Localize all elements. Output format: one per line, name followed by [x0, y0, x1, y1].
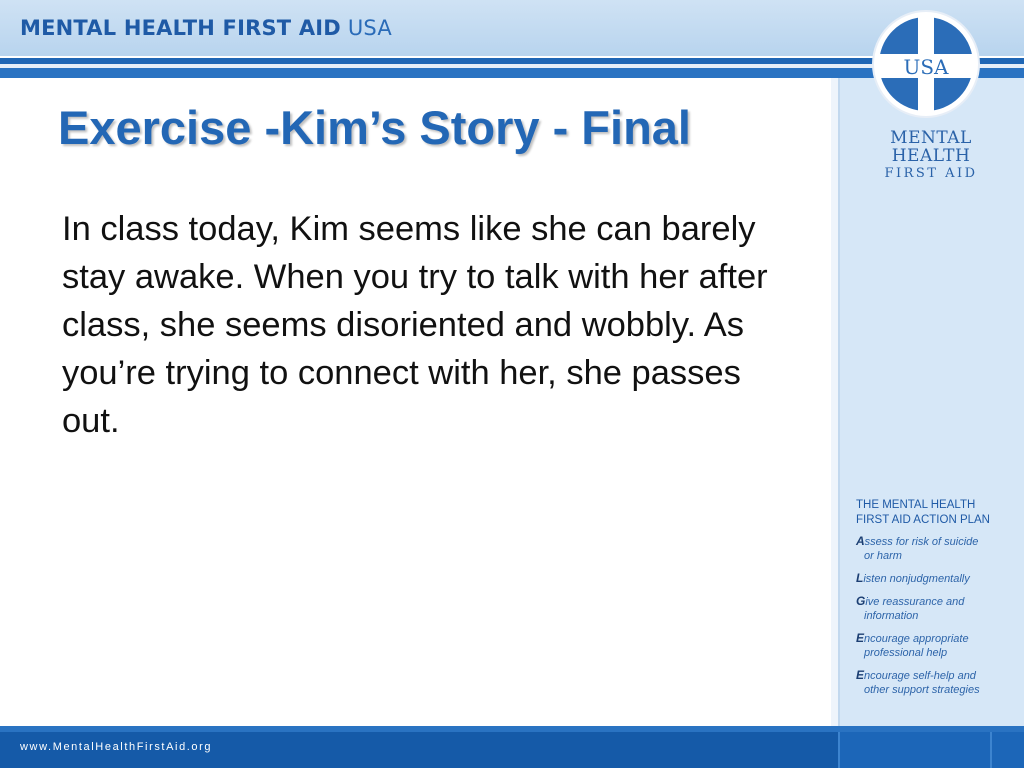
action-plan-text: ive reassurance and: [865, 596, 965, 608]
logo-text-mental: MENTAL: [890, 128, 972, 148]
action-plan-heading-line2: FIRST AID ACTION PLAN: [856, 514, 990, 526]
action-plan-heading: [856, 498, 1016, 528]
action-plan-text-cont: professional help: [864, 647, 948, 659]
action-plan-text-cont: or harm: [864, 550, 902, 562]
action-plan-item-encourage-selfhelp: [856, 668, 1016, 697]
action-plan-text: ssess for risk of suicide: [864, 536, 979, 548]
header-title-main: MENTAL HEALTH FIRST AID: [20, 16, 341, 40]
action-plan-letter: A: [856, 534, 865, 548]
action-plan-text: ncourage appropriate: [864, 633, 969, 645]
footer-separator: [990, 732, 992, 768]
action-plan-item-encourage-professional: [856, 631, 1016, 660]
action-plan-letter: G: [856, 594, 866, 608]
footer-url-prefix: www.: [20, 741, 53, 753]
action-plan-letter: E: [856, 631, 865, 645]
action-plan-text-cont: information: [864, 610, 919, 622]
slide-body-text: In class today, Kim seems like she can barely stay awake. When you try to talk with her after class, she seems disoriented and wobbly. As you’re trying to connect with her, she passes out.: [62, 210, 768, 440]
logo-text-health: HEALTH: [891, 146, 971, 166]
logo-usa-text: USA: [903, 55, 949, 79]
logo-text-first-aid: FIRST AID: [884, 166, 978, 181]
action-plan-heading-line1: THE MENTAL HEALTH: [856, 499, 976, 511]
cross-logo-icon: [876, 14, 976, 114]
action-plan-item-give: [856, 594, 1016, 623]
header-title: [20, 16, 392, 40]
footer-right-panel: [838, 732, 1024, 768]
action-plan-letter: E: [856, 668, 865, 682]
footer-url-suffix: .org: [186, 741, 213, 753]
header-title-usa: USA: [347, 16, 392, 40]
slide-title: Exercise -Kim’s Story - Final: [58, 101, 691, 154]
action-plan-text: isten nonjudgmentally: [863, 573, 970, 585]
action-plan-letter: L: [856, 571, 864, 585]
action-plan: [856, 498, 1016, 705]
action-plan-text: ncourage self-help and: [864, 670, 976, 682]
sidebar-divider: [831, 78, 838, 726]
action-plan-item-listen: [856, 571, 1016, 586]
action-plan-item-assess: [856, 534, 1016, 563]
header-stripe-bottom: [0, 68, 1024, 78]
action-plan-text-cont: other support strategies: [864, 684, 980, 696]
footer-url-main: MentalHealthFirstAid: [52, 741, 187, 753]
footer-url[interactable]: [20, 741, 212, 753]
